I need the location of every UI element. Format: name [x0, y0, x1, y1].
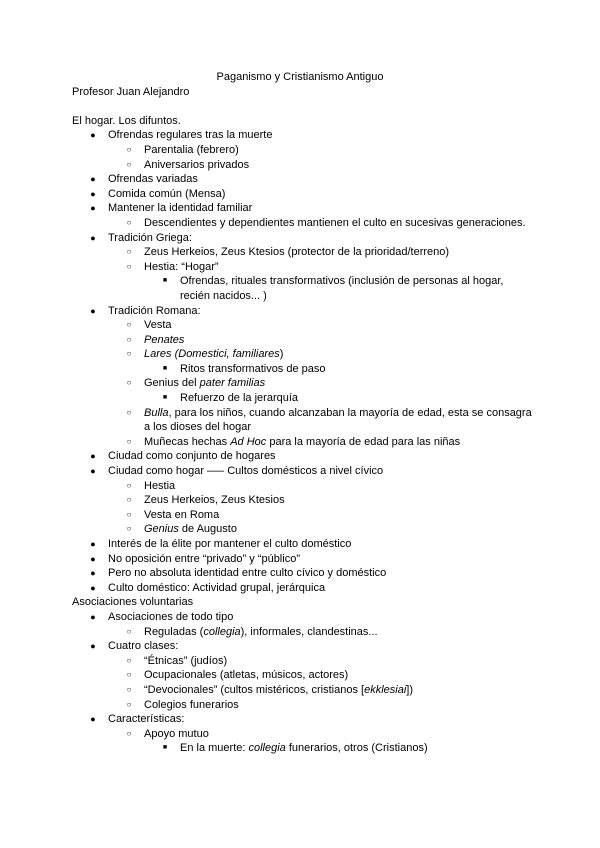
section-list-hogar: [72, 128, 532, 595]
author-line: Profesor Juan Alejandro: [72, 85, 190, 98]
list-item: [72, 625, 532, 640]
list-item-text: Zeus Herkeios, Zeus Ktesios: [144, 494, 285, 507]
blank-line: [72, 99, 532, 114]
list-item: [72, 318, 532, 333]
bullet-icon: ●: [90, 641, 96, 652]
bullet-icon: ○: [126, 509, 132, 519]
list-item: [72, 158, 532, 173]
list-item: [72, 260, 532, 275]
list-item-text: Aniversarios privados: [144, 158, 250, 171]
list-item: [72, 610, 532, 625]
list-item-text: Cuatro clases:: [108, 640, 179, 653]
bullet-icon: ●: [90, 553, 96, 564]
list-item: [72, 522, 532, 537]
list-item: [72, 698, 532, 713]
bullet-icon: ●: [90, 203, 96, 214]
list-item: [72, 187, 532, 202]
bullet-icon: ○: [126, 655, 132, 665]
list-item-text: collegia: [203, 625, 241, 638]
list-item-text: Colegios funerarios: [144, 698, 239, 711]
list-item-text: Ofrendas regulares tras la muerte: [108, 129, 273, 142]
bullet-icon: ○: [126, 684, 132, 694]
bullet-icon: ■: [162, 277, 168, 285]
bullet-icon: ○: [126, 261, 132, 271]
list-item: [72, 143, 532, 158]
bullet-icon: ●: [90, 568, 96, 579]
list-item: [72, 347, 532, 362]
list-item-text: ekklesiai: [364, 683, 407, 696]
list-item-text: ]): [406, 683, 413, 696]
list-item: [72, 581, 532, 596]
list-item-text: Características:: [108, 713, 185, 726]
list-item: [72, 552, 532, 567]
section-heading-asociaciones: Asociaciones voluntarias: [72, 596, 194, 609]
list-item: [72, 128, 532, 143]
bullet-icon: ○: [126, 728, 132, 738]
list-item-text: Reguladas (: [144, 625, 204, 638]
list-item-text: Parentalia (febrero): [144, 143, 239, 156]
bullet-icon: ■: [162, 394, 168, 402]
list-item-text: ): [279, 348, 284, 361]
bullet-icon: ●: [90, 611, 96, 622]
list-item-text: Bulla: [144, 406, 169, 419]
list-item-text: En la muerte:: [180, 742, 249, 755]
list-item-text: Ocupacionales (atletas, músicos, actores): [144, 669, 349, 682]
list-item: [72, 727, 532, 742]
list-item-text: de Augusto: [178, 523, 237, 536]
bullet-icon: ●: [90, 174, 96, 185]
list-item: [72, 668, 532, 683]
bullet-icon: ■: [162, 364, 168, 372]
list-item-text: Ciudad como conjunto de hogares: [108, 450, 276, 463]
list-item: [72, 245, 532, 260]
bullet-icon: ○: [126, 407, 132, 417]
bullet-icon: ○: [126, 334, 132, 344]
list-item: [72, 493, 532, 508]
list-item-text: para la mayoría de edad para las niñas: [266, 435, 461, 448]
list-item-text: Culto doméstico: Actividad grupal, jerárquica: [108, 581, 326, 594]
bullet-icon: ○: [126, 436, 132, 446]
list-item-text: Tradición Griega:: [108, 231, 192, 244]
bullet-icon: ○: [126, 699, 132, 709]
bullet-icon: ●: [90, 714, 96, 725]
list-item-text: Zeus Herkeios, Zeus Ktesios (protector de la prioridad/terreno): [144, 246, 450, 259]
list-item: [72, 566, 532, 581]
list-item-text: Refuerzo de la jerarquía: [180, 392, 299, 405]
list-item-text: Genius del: [144, 377, 200, 390]
document-page: [72, 70, 532, 756]
list-item-text: Descendientes y dependientes mantienen el culto en sucesivas generaciones.: [144, 216, 526, 229]
list-item: [72, 741, 532, 756]
bullet-icon: ○: [126, 159, 132, 169]
bullet-icon: ●: [90, 451, 96, 462]
section-heading-hogar: El hogar. Los difuntos.: [72, 114, 181, 127]
list-item-text: “Devocionales” (cultos mistéricos, cristianos [: [144, 683, 365, 696]
list-item: [72, 201, 532, 216]
list-item-text: Mantener la identidad familiar: [108, 202, 253, 215]
list-item-text: Domestici, familiares: [178, 348, 280, 361]
list-item-text: Vesta: [144, 319, 172, 332]
list-item: [72, 304, 532, 319]
list-item-text: funerarios, otros (Cristianos): [285, 742, 428, 755]
list-item: [72, 712, 532, 727]
bullet-icon: ●: [90, 232, 96, 243]
document-title: Paganismo y Cristianismo Antiguo: [216, 71, 384, 83]
list-item: [72, 479, 532, 494]
bullet-icon: ○: [126, 480, 132, 490]
list-item-text: Penates: [144, 333, 185, 346]
list-item-text: “Étnicas” (judíos): [144, 654, 228, 667]
bullet-icon: ●: [90, 466, 96, 477]
list-item: [72, 639, 532, 654]
list-item: [72, 508, 532, 523]
bullet-icon: ○: [126, 378, 132, 388]
list-item-text: Tradición Romana:: [108, 304, 201, 317]
list-item-text: Interés de la élite por mantener el culto doméstico: [108, 538, 352, 550]
bullet-icon: ○: [126, 144, 132, 154]
list-item-text: Comida común (Mensa): [108, 187, 226, 200]
list-item-text: Asociaciones de todo tipo: [108, 610, 234, 623]
bullet-icon: ●: [90, 582, 96, 593]
list-item: [72, 333, 532, 348]
list-item-text: Apoyo mutuo: [144, 727, 209, 740]
list-item: [72, 376, 532, 391]
list-item-text: Lares (: [144, 348, 179, 361]
bullet-icon: ■: [162, 744, 168, 752]
bullet-icon: ○: [126, 495, 132, 505]
list-item: [72, 449, 532, 464]
bullet-icon: ○: [126, 524, 132, 534]
list-item: [72, 406, 532, 435]
section-list-asociaciones: [72, 610, 532, 756]
bullet-icon: ●: [90, 188, 96, 199]
list-item-text: ), informales, clandestinas...: [240, 625, 378, 638]
bullet-icon: ○: [126, 217, 132, 227]
list-item: [72, 391, 532, 406]
list-item-text: Ciudad como hogar —– Cultos domésticos a nivel cívico: [108, 465, 384, 478]
list-item-text: , para los niños, cuando alcanzaban la mayoría de edad, esta se consagra a los dioses del hogar: [144, 406, 532, 434]
list-item-text: Muñecas hechas: [144, 435, 231, 448]
list-item: [72, 362, 532, 377]
list-item-text: Hestia: “Hogar”: [144, 260, 219, 273]
list-item-text: Pero no absoluta identidad entre culto cívico y doméstico: [108, 567, 387, 580]
list-item: [72, 274, 532, 303]
list-item: [72, 435, 532, 450]
list-item-text: Ad Hoc: [230, 435, 267, 448]
list-item-text: Ritos transformativos de paso: [180, 362, 326, 375]
bullet-icon: ○: [126, 349, 132, 359]
bullet-icon: ○: [126, 626, 132, 636]
list-item: [72, 216, 532, 231]
bullet-icon: ●: [90, 305, 96, 316]
list-item: [72, 654, 532, 669]
list-item-text: Vesta en Roma: [144, 508, 220, 521]
list-item-text: Ofrendas, rituales transformativos (inclusión de personas al hogar, recién nacidos... ): [180, 275, 504, 302]
list-item-text: Ofrendas variadas: [108, 173, 198, 186]
list-item: [72, 172, 532, 187]
bullet-icon: ●: [90, 539, 96, 549]
list-item: [72, 231, 532, 246]
list-item-text: No oposición entre “privado” y “público”: [108, 552, 300, 565]
list-item-text: Hestia: [144, 479, 176, 492]
bullet-icon: ●: [90, 130, 96, 141]
list-item: [72, 683, 532, 698]
bullet-icon: ○: [126, 670, 132, 680]
list-item-text: collegia: [248, 742, 286, 755]
list-item: [72, 464, 532, 479]
list-item-text: pater familias: [199, 377, 266, 390]
list-item: [72, 537, 532, 552]
list-item-text: Genius: [144, 523, 179, 536]
bullet-icon: ○: [126, 320, 132, 330]
bullet-icon: ○: [126, 247, 132, 257]
